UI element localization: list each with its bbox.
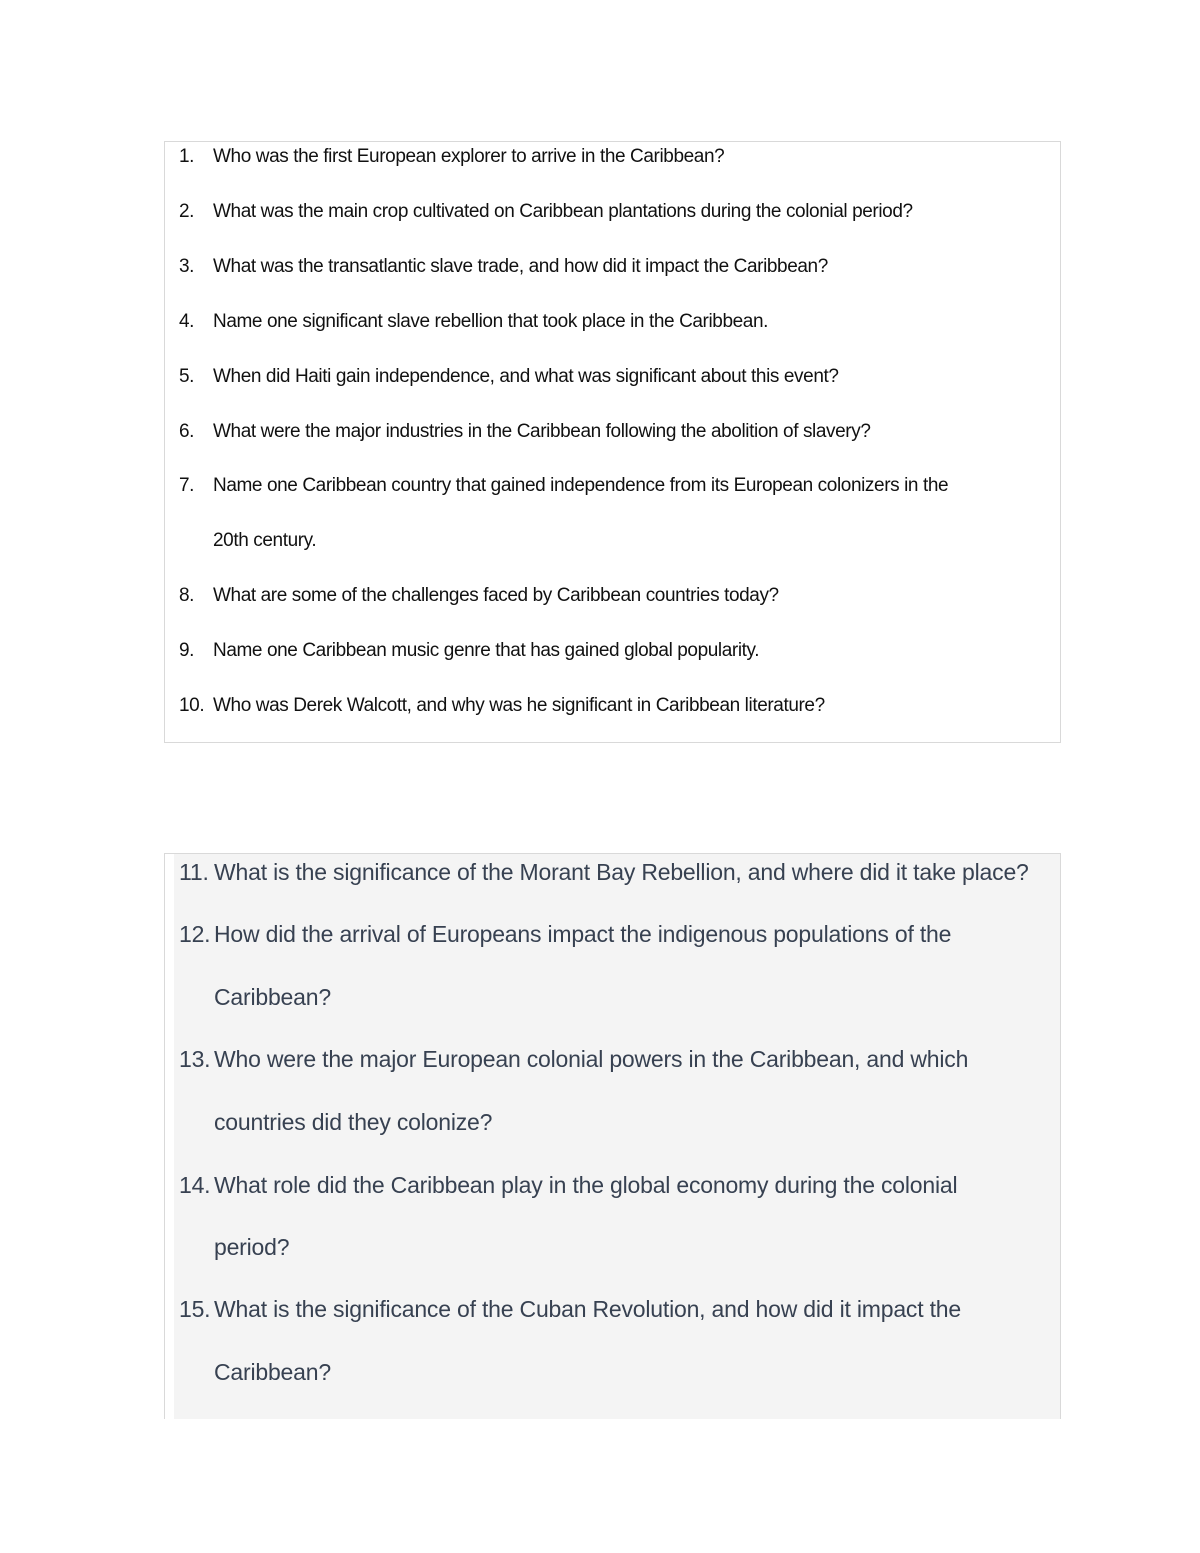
question-text: What role did the Caribbean play in the global economy during the colonial: [214, 1172, 958, 1198]
question-text: What is the significance of the Morant Bay Rebellion, and where did it take place?: [214, 859, 1029, 885]
question-text: Name one Caribbean country that gained independence from its European colonizers in the: [213, 475, 949, 496]
question-number: 7.: [179, 475, 195, 496]
question-text: When did Haiti gain independence, and what was significant about this event?: [213, 366, 839, 387]
question-text: What are some of the challenges faced by Caribbean countries today?: [213, 585, 779, 606]
question-text: Name one significant slave rebellion that took place in the Caribbean.: [213, 311, 769, 332]
question-text: What was the main crop cultivated on Caribbean plantations during the colonial period?: [213, 201, 913, 222]
question-number: 5.: [179, 366, 195, 387]
question-number: 4.: [179, 311, 195, 332]
question-number: 8.: [179, 585, 195, 606]
question-number: 15.: [179, 1296, 211, 1322]
question-text: How did the arrival of Europeans impact the indigenous populations of the: [214, 921, 952, 947]
question-text: Name one Caribbean music genre that has gained global popularity.: [213, 640, 760, 661]
question-number: 6.: [179, 421, 195, 442]
question-number: 3.: [179, 256, 195, 277]
question-text: period?: [214, 1234, 290, 1260]
question-text: Who were the major European colonial powers in the Caribbean, and which: [214, 1046, 969, 1072]
question-number: 2.: [179, 201, 195, 222]
question-number: 9.: [179, 640, 195, 661]
question-text: What is the significance of the Cuban Revolution, and how did it impact the: [214, 1296, 961, 1322]
question-number: 14.: [179, 1172, 211, 1198]
question-text: countries did they colonize?: [214, 1109, 493, 1135]
question-text: Who was Derek Walcott, and why was he significant in Caribbean literature?: [213, 695, 825, 716]
question-number: 12.: [179, 921, 211, 947]
left-margin-strip: [165, 854, 174, 1419]
question-text: Caribbean?: [214, 984, 331, 1010]
question-number: 13.: [179, 1046, 211, 1072]
question-text: Caribbean?: [214, 1359, 331, 1385]
question-text: What was the transatlantic slave trade, and how did it impact the Caribbean?: [213, 256, 828, 277]
question-text: What were the major industries in the Caribbean following the abolition of slavery?: [213, 421, 871, 442]
question-text: 20th century.: [213, 530, 317, 551]
question-number: 1.: [179, 146, 195, 167]
question-text: Who was the first European explorer to arrive in the Caribbean?: [213, 146, 725, 167]
question-list-two: [164, 853, 1061, 1419]
question-list-one: [164, 141, 1061, 743]
question-number: 11.: [179, 859, 209, 885]
question-number: 10.: [179, 695, 205, 716]
